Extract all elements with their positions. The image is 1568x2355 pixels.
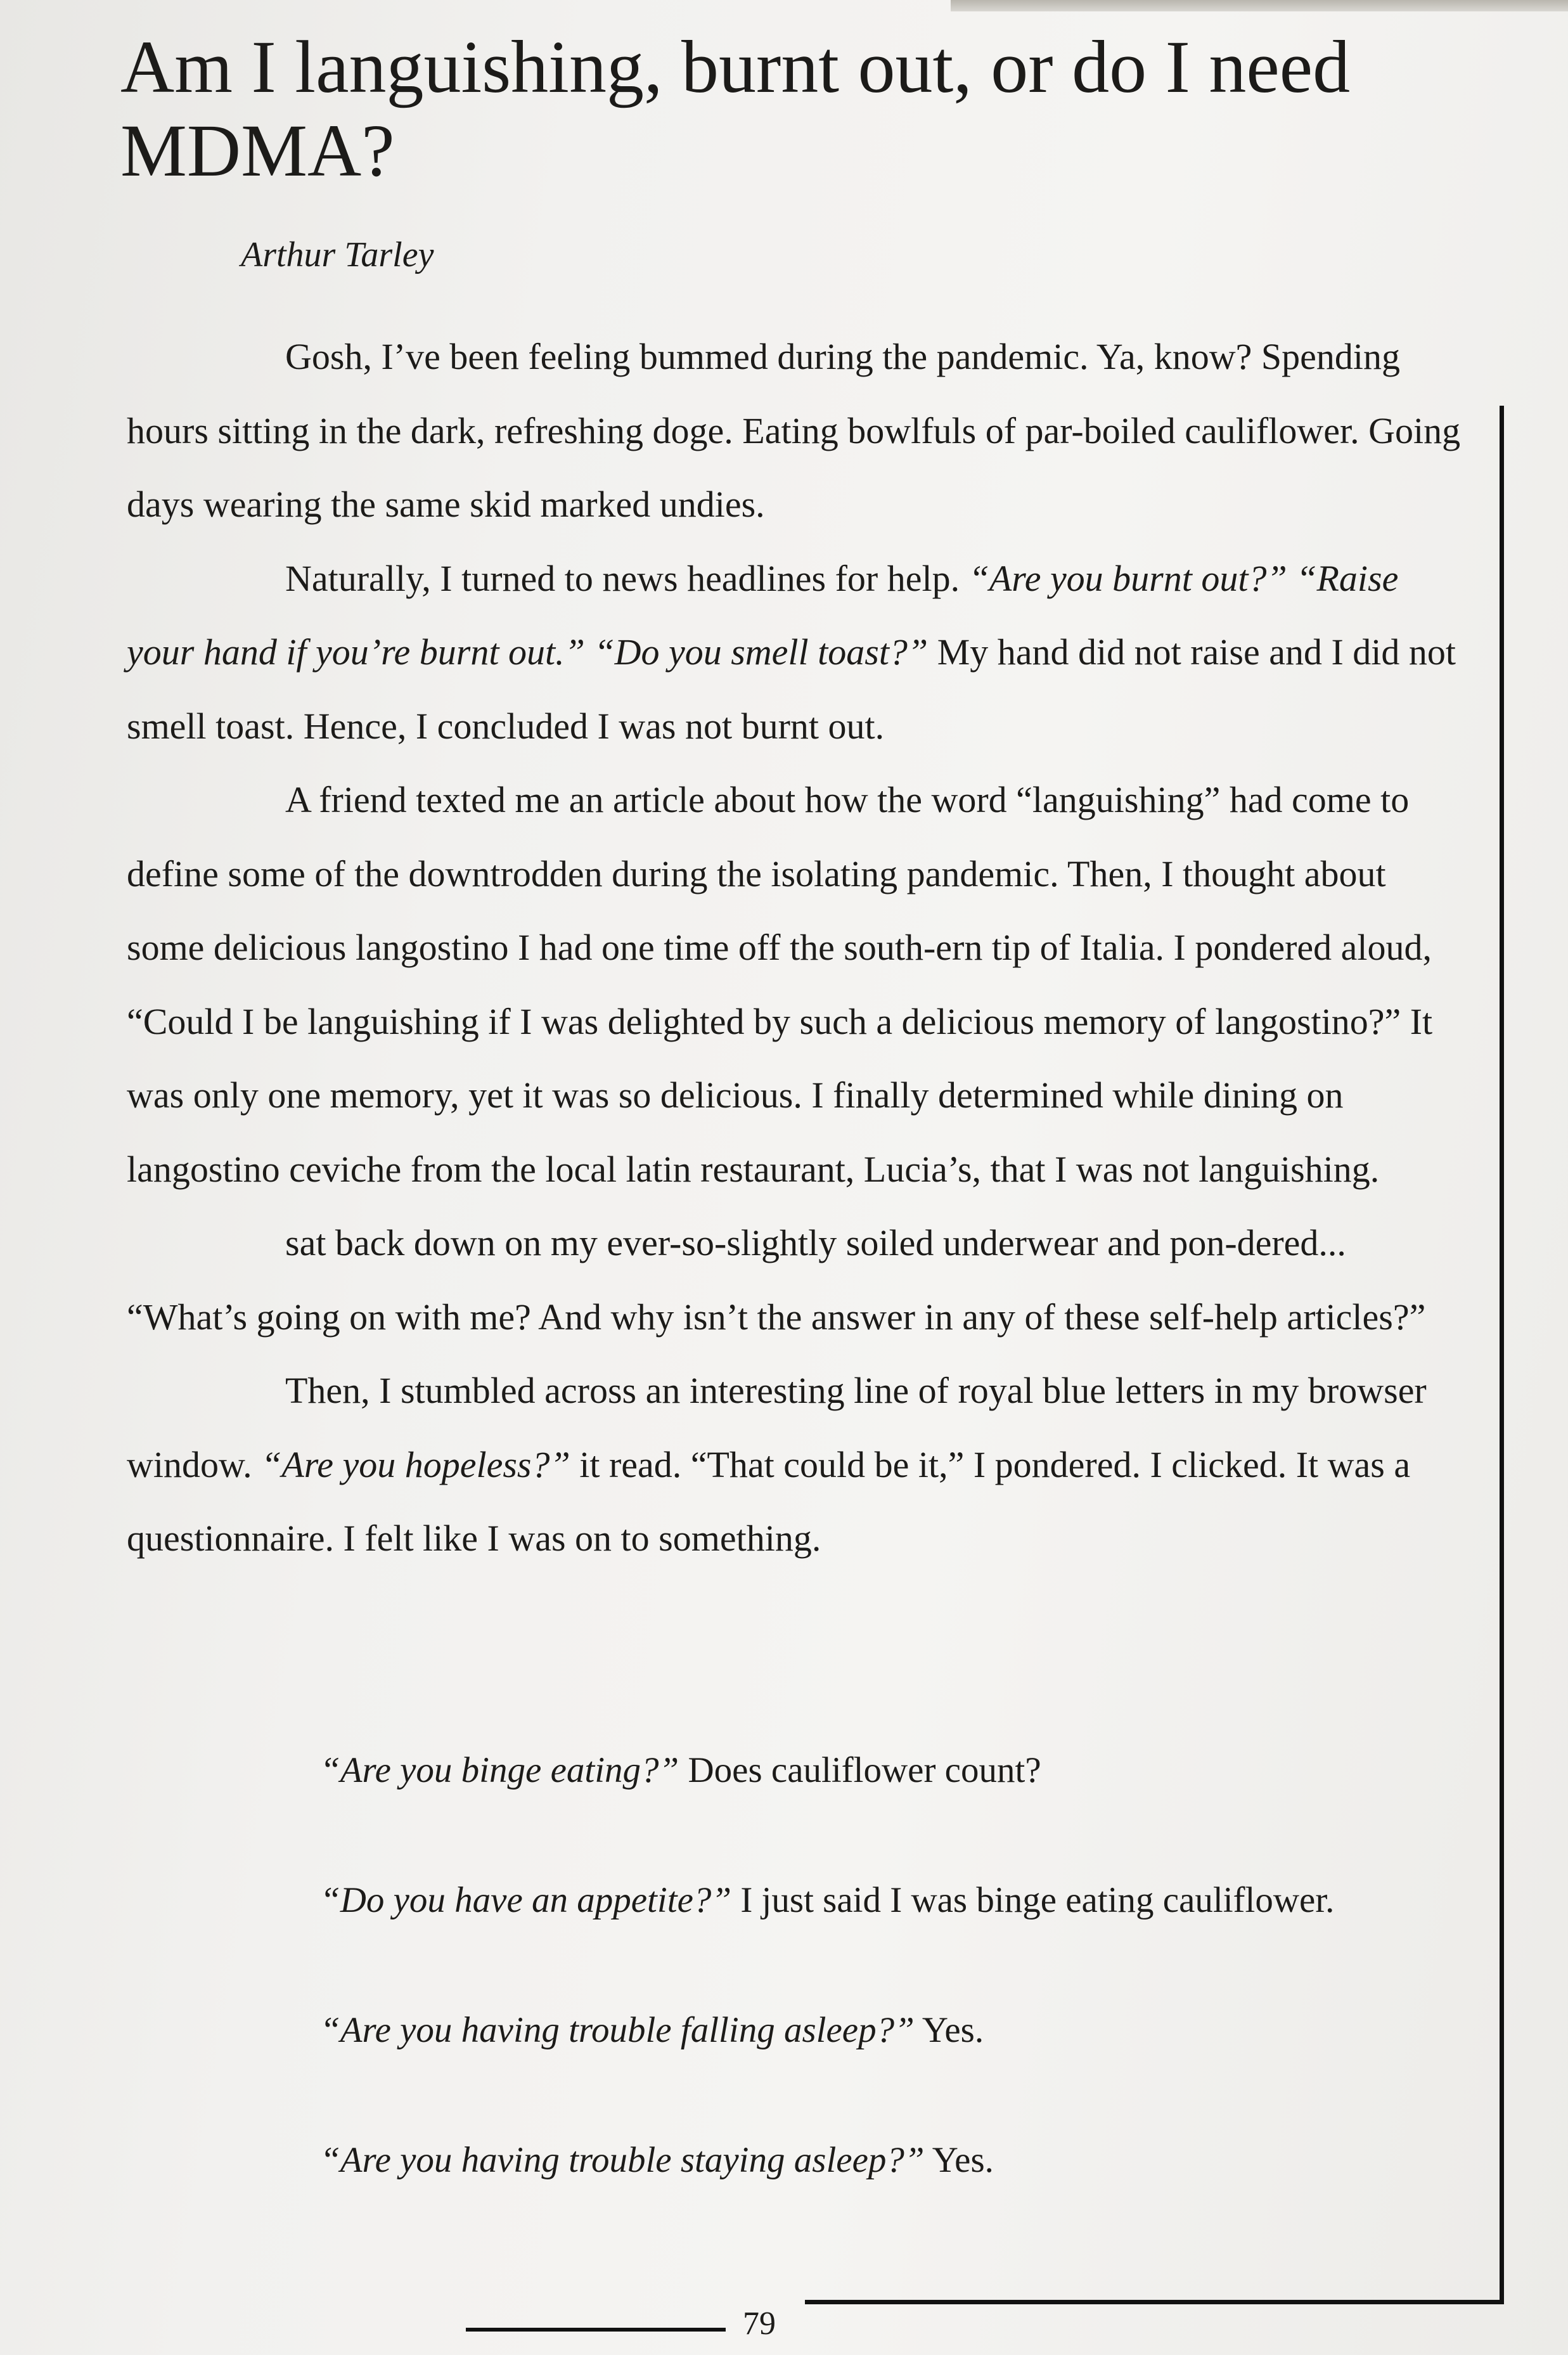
paragraph-text: Gosh, I’ve been feeling bummed during the pandemic. Ya, know? Spending hours sitting in the dark, refreshing doge. Eating bowlfuls of par-boiled cauliflower. Going days wearing the same skid marked undies. <box>127 336 1461 525</box>
bottom-border-rule <box>805 2300 1504 2304</box>
question-item <box>320 2139 1461 2269</box>
paragraph-text: My hand did not raise and I did not smell toast. Hence, I concluded I was not burnt out. <box>127 631 1456 747</box>
paragraph <box>127 320 1464 542</box>
paragraph-text: it read. “That could be it,” I pondered. I clicked. It was a questionnaire. I felt like I was on to something. <box>127 1443 1411 1559</box>
answer-text: Yes. <box>924 2140 994 2180</box>
quoted-headlines: “Are you burnt out?” “Raise your hand if you’re burnt out.” “Do you smell toast?” <box>127 557 1399 673</box>
paragraph <box>127 763 1464 1206</box>
answer-text: Does cauliflower count? <box>679 1750 1041 1790</box>
right-border-rule <box>1500 406 1504 2304</box>
article-body <box>127 320 1464 1576</box>
page-number: 79 <box>743 2306 776 2342</box>
question-text: “Are you binge eating?” <box>320 1750 679 1790</box>
paragraph-text: Naturally, I turned to news headlines for help. <box>285 557 969 599</box>
question-text: “Do you have an appetite?” <box>320 1880 732 1920</box>
footer-rule-left <box>466 2328 726 2332</box>
question-text: “Are you having trouble staying asleep?” <box>320 2140 925 2180</box>
answer-text: I just said I was binge eating cauliflower. <box>731 1880 1335 1920</box>
answer-text: Yes. <box>914 2010 984 2050</box>
question-item <box>320 1750 1461 1880</box>
page-edge-shadow <box>951 0 1568 11</box>
questionnaire-list <box>320 1750 1461 2269</box>
paragraph-text: A friend texted me an article about how the word “languishing” had come to define some of the downtrodden during the isolating pandemic. Then, I thought about some delicious langostino I had one time off the south-ern tip of Italia. I pondered aloud, “Could I be languishing if I was delighted by such a delicious memory of langostino?” It was only one memory, yet it was so delicious. I finally determined while dining on langostino ceviche from the local latin restaurant, Lucia’s, that I was not languishing. <box>127 779 1433 1190</box>
question-item <box>320 2010 1461 2139</box>
paragraph-text: Then, I stumbled across an interesting line of royal blue letters in my browser window. <box>127 1370 1427 1485</box>
question-text: “Are you having trouble falling asleep?” <box>320 2010 915 2050</box>
article-title: Am I languishing, burnt out, or do I need MDMA? <box>120 25 1351 192</box>
paragraph <box>127 1206 1464 1354</box>
author-byline: Arthur Tarley <box>241 235 434 274</box>
paragraph-text: sat back down on my ever-so-slightly soiled underwear and pon-dered... “What’s going on with me? And why isn’t the answer in any of these self-help articles?” <box>127 1222 1426 1338</box>
question-item <box>320 1880 1461 2010</box>
paragraph <box>127 1354 1464 1576</box>
paragraph <box>127 542 1464 764</box>
quoted-link: “Are you hopeless?” <box>261 1443 570 1485</box>
